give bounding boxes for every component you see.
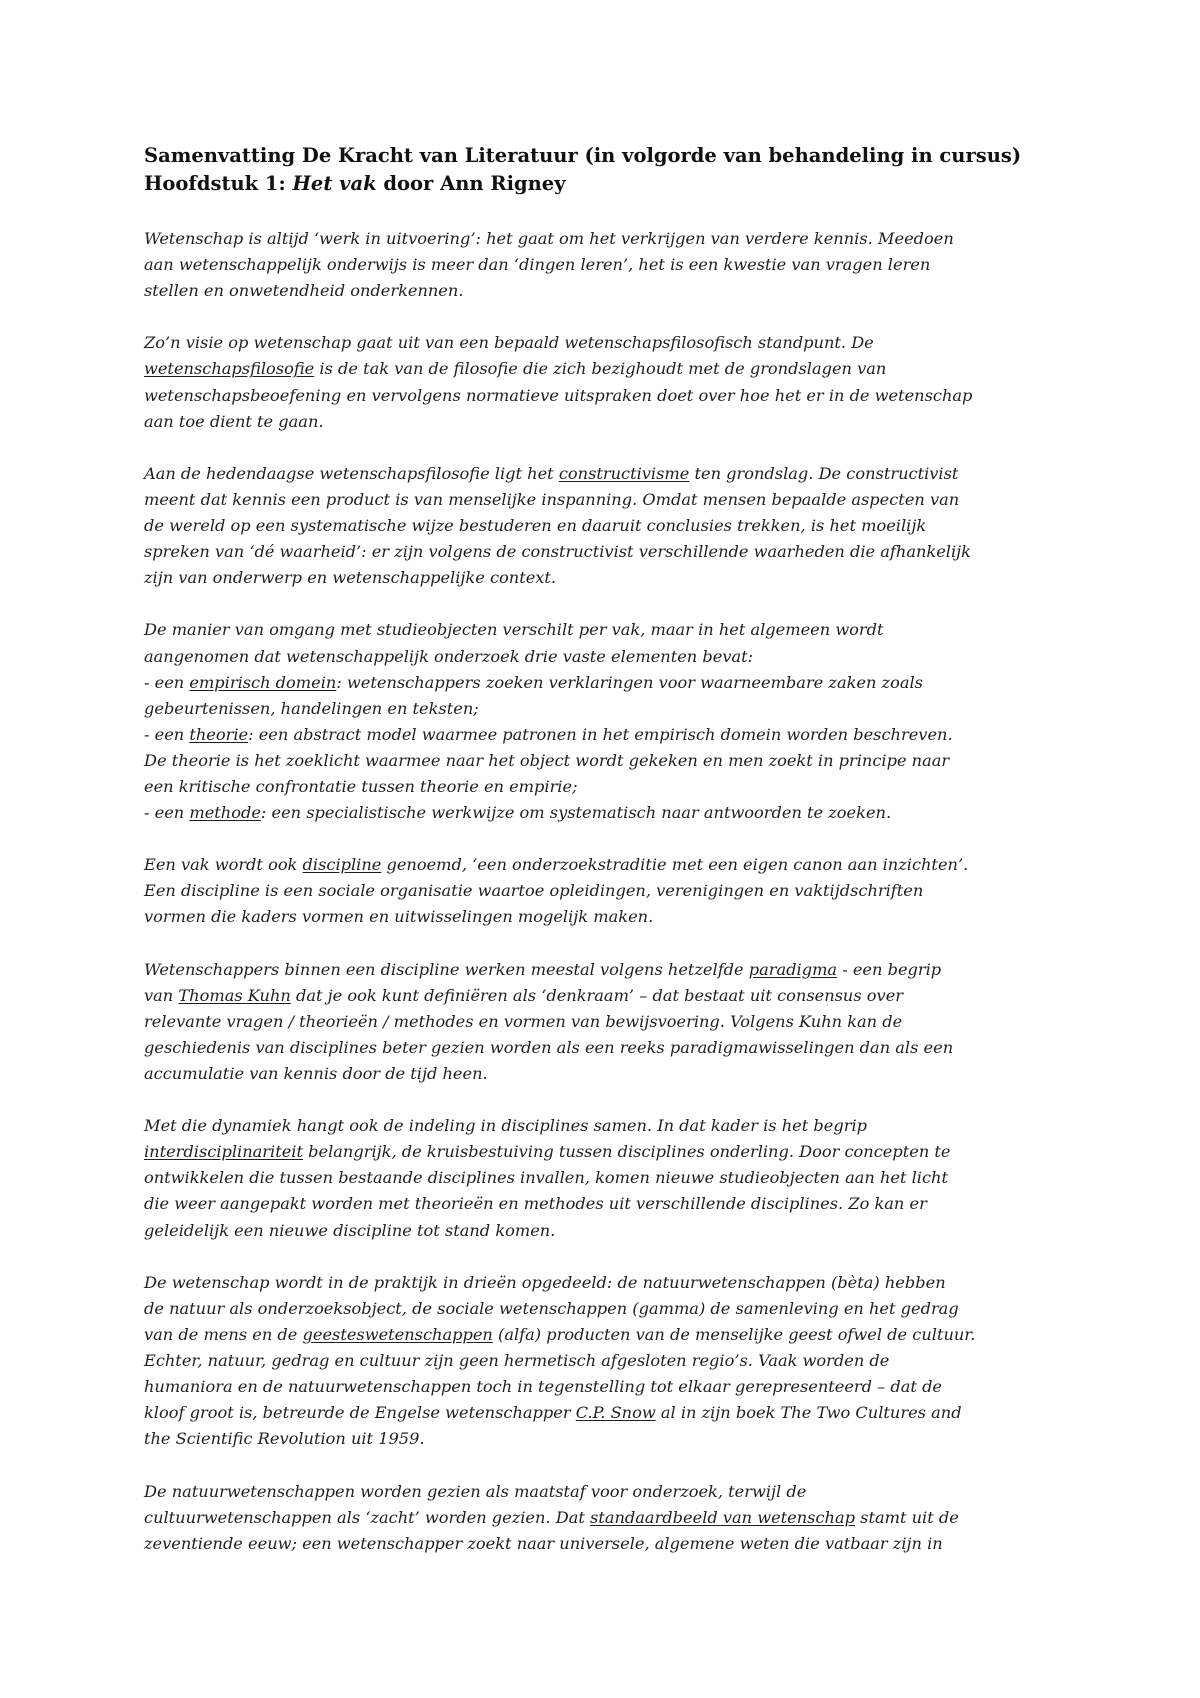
text-run: - een bbox=[144, 724, 190, 744]
text-run: dat je ook kunt definiëren als ‘denkraam’ – dat bestaat uit consensus over bbox=[290, 985, 904, 1005]
text-run: - een bbox=[144, 803, 190, 823]
document-title bbox=[144, 142, 1079, 198]
text-run: (alfa) producten van de menselijke geest ofwel de cultuur. bbox=[492, 1324, 976, 1344]
text-run: genoemd, ‘een onderzoekstraditie met een eigen canon aan inzichten’. bbox=[381, 855, 969, 875]
text-line bbox=[144, 539, 1079, 565]
text-run: een kritische confrontatie tussen theorie en empirie; bbox=[144, 776, 578, 796]
text-run: relevante vragen / theorieën / methodes en vormen van bewijsvoering. Volgens Kuhn kan de bbox=[144, 1011, 903, 1031]
text-line bbox=[144, 670, 1079, 696]
text-run: wetenschapsbeoefening en vervolgens normatieve uitspraken doet over hoe het er in de wetenschap bbox=[144, 385, 973, 405]
text-line bbox=[144, 1270, 1079, 1296]
text-run: geleidelijk een nieuwe discipline tot stand komen. bbox=[144, 1220, 556, 1240]
text-run: al in zijn boek The Two Cultures and bbox=[655, 1403, 962, 1423]
text-run: van de mens en de bbox=[144, 1324, 303, 1344]
text-line bbox=[144, 1374, 1079, 1400]
text-line bbox=[144, 1218, 1079, 1244]
chapter-title: Het vak bbox=[292, 172, 377, 195]
text-run: : een specialistische werkwijze om systematisch naar antwoorden te zoeken. bbox=[260, 803, 892, 823]
text-run: cultuurwetenschappen als ‘zacht’ worden gezien. Dat bbox=[144, 1507, 591, 1527]
text-run: Echter, natuur, gedrag en cultuur zijn geen hermetisch afgesloten regio’s. Vaak worden de bbox=[144, 1351, 890, 1371]
text-line bbox=[144, 1531, 1079, 1557]
text-run: is de tak van de filosofie die zich bezighoudt met de grondslagen van bbox=[314, 359, 887, 379]
text-line bbox=[144, 409, 1079, 435]
text-line bbox=[144, 644, 1079, 670]
paragraph bbox=[144, 1113, 1079, 1243]
text-run: van bbox=[144, 985, 179, 1005]
text-line bbox=[144, 1505, 1079, 1531]
underlined-term: interdisciplinariteit bbox=[144, 1142, 303, 1162]
text-line bbox=[144, 226, 1079, 252]
text-line bbox=[144, 1191, 1079, 1217]
text-line bbox=[144, 774, 1079, 800]
text-run: Met die dynamiek hangt ook de indeling in disciplines samen. In dat kader is het begrip bbox=[144, 1116, 867, 1136]
text-run: aan toe dient te gaan. bbox=[144, 411, 324, 431]
text-line bbox=[144, 513, 1079, 539]
text-line bbox=[144, 1113, 1079, 1139]
text-run: ontwikkelen die tussen bestaande disciplines invallen, komen nieuwe studieobjecten aan het licht bbox=[144, 1168, 948, 1188]
chapter-label: Hoofdstuk 1: bbox=[144, 172, 293, 195]
text-line bbox=[144, 748, 1079, 774]
text-run: zeventiende eeuw; een wetenschapper zoekt naar universele, algemene weten die vatbaar zijn in bbox=[144, 1533, 943, 1553]
text-run: Aan de hedendaagse wetenschapsfilosofie ligt het bbox=[144, 463, 559, 483]
text-run: zijn van onderwerp en wetenschappelijke context. bbox=[144, 568, 557, 588]
text-run: De wetenschap wordt in de praktijk in drieën opgedeeld: de natuurwetenschappen (bèta) hebben bbox=[144, 1272, 946, 1292]
underlined-term: empirisch domein bbox=[189, 672, 337, 692]
text-run: de wereld op een systematische wijze bestuderen en daaruit conclusies trekken, is het moeilijk bbox=[144, 516, 927, 536]
text-line bbox=[144, 1035, 1079, 1061]
text-line bbox=[144, 252, 1079, 278]
text-run: die weer aangepakt worden met theorieën en methodes uit verschillende disciplines. Zo kan er bbox=[144, 1194, 927, 1214]
text-run: Wetenschap is altijd ‘werk in uitvoering’: het gaat om het verkrijgen van verdere kennis. Meedoen bbox=[144, 229, 954, 248]
text-run: : een abstract model waarmee patronen in het empirisch domein worden beschreven. bbox=[248, 724, 953, 744]
text-line bbox=[144, 1348, 1079, 1374]
text-line bbox=[144, 1426, 1079, 1452]
text-run: meent dat kennis een product is van menselijke inspanning. Omdat mensen bepaalde aspecten van bbox=[144, 489, 960, 509]
text-run: kloof groot is, betreurde de Engelse wetenschapper bbox=[144, 1403, 576, 1423]
text-run: gebeurtenissen, handelingen en teksten; bbox=[144, 698, 479, 718]
paragraph bbox=[144, 1270, 1079, 1453]
text-line bbox=[144, 461, 1079, 487]
text-run: : wetenschappers zoeken verklaringen voor waarneembare zaken zoals bbox=[336, 672, 923, 692]
text-line bbox=[144, 957, 1079, 983]
text-run: Zo’n visie op wetenschap gaat uit van een bepaald wetenschapsfilosofisch standpunt. De bbox=[144, 333, 874, 353]
text-line bbox=[144, 800, 1079, 826]
text-run: stamt uit de bbox=[855, 1507, 959, 1527]
text-run: vormen die kaders vormen en uitwisselingen mogelijk maken. bbox=[144, 907, 654, 927]
paragraph bbox=[144, 1479, 1079, 1557]
title-line-1: Samenvatting De Kracht van Literatuur (in volgorde van behandeling in cursus) bbox=[144, 144, 1022, 167]
underlined-term: constructivisme bbox=[558, 463, 690, 483]
paragraph bbox=[144, 461, 1079, 591]
text-line bbox=[144, 722, 1079, 748]
underlined-term: wetenschapsfilosofie bbox=[144, 359, 315, 379]
text-run: De natuurwetenschappen worden gezien als maatstaf voor onderzoek, terwijl de bbox=[144, 1481, 807, 1501]
text-line bbox=[144, 1009, 1079, 1035]
underlined-term: paradigma bbox=[748, 959, 838, 979]
text-line bbox=[144, 878, 1079, 904]
text-run: geschiedenis van disciplines beter gezien worden als een reeks paradigmawisselingen dan als een bbox=[144, 1037, 954, 1057]
text-line bbox=[144, 1322, 1079, 1348]
underlined-term: methode bbox=[189, 803, 261, 823]
text-run: ten grondslag. De constructivist bbox=[689, 463, 959, 483]
text-run: stellen en onwetendheid onderkennen. bbox=[144, 281, 464, 301]
text-line bbox=[144, 487, 1079, 513]
text-line bbox=[144, 983, 1079, 1009]
underlined-term: discipline bbox=[302, 855, 382, 875]
underlined-term: theorie bbox=[189, 724, 249, 744]
text-run: Een vak wordt ook bbox=[144, 855, 303, 875]
text-run: humaniora en de natuurwetenschappen toch in tegenstelling tot elkaar gerepresenteerd – dat de bbox=[144, 1377, 943, 1397]
text-line bbox=[144, 1061, 1079, 1087]
chapter-author: door Ann Rigney bbox=[376, 172, 566, 195]
underlined-term: standaardbeeld van wetenschap bbox=[590, 1507, 855, 1527]
text-line bbox=[144, 1296, 1079, 1322]
text-line bbox=[144, 383, 1079, 409]
paragraph bbox=[144, 330, 1079, 434]
text-run: spreken van ‘dé waarheid’: er zijn volgens de constructivist verschillende waarheden die afhankelijk bbox=[144, 542, 971, 562]
document-body bbox=[144, 226, 1079, 1557]
paragraph bbox=[144, 226, 1079, 304]
text-line bbox=[144, 1165, 1079, 1191]
text-run: Wetenschappers binnen een discipline werken meestal volgens hetzelfde bbox=[144, 959, 749, 979]
underlined-term: Thomas Kuhn bbox=[178, 985, 291, 1005]
text-line bbox=[144, 852, 1079, 878]
text-run: belangrijk, de kruisbestuiving tussen disciplines onderling. Door concepten te bbox=[303, 1142, 951, 1162]
text-line bbox=[144, 565, 1079, 591]
text-run: Een discipline is een sociale organisatie waartoe opleidingen, verenigingen en vaktijdschriften bbox=[144, 881, 924, 901]
paragraph bbox=[144, 617, 1079, 826]
text-line bbox=[144, 1479, 1079, 1505]
text-run: De theorie is het zoeklicht waarmee naar het object wordt gekeken en men zoekt in principe naar bbox=[144, 750, 950, 770]
text-run: De manier van omgang met studieobjecten verschilt per vak, maar in het algemeen wordt bbox=[144, 620, 884, 640]
text-run: accumulatie van kennis door de tijd heen. bbox=[144, 1064, 488, 1083]
text-line bbox=[144, 330, 1079, 356]
text-line bbox=[144, 278, 1079, 304]
underlined-term: geesteswetenschappen bbox=[302, 1324, 493, 1344]
document-content bbox=[144, 142, 1079, 1583]
text-line bbox=[144, 696, 1079, 722]
paragraph bbox=[144, 957, 1079, 1087]
title-line-2 bbox=[144, 170, 1079, 198]
text-run: the Scientific Revolution uit 1959. bbox=[144, 1429, 425, 1449]
text-line bbox=[144, 1139, 1079, 1165]
text-line bbox=[144, 1400, 1079, 1426]
text-line bbox=[144, 617, 1079, 643]
text-run: aangenomen dat wetenschappelijk onderzoek drie vaste elementen bevat: bbox=[144, 646, 754, 666]
paragraph bbox=[144, 852, 1079, 930]
text-run: - een bbox=[144, 672, 190, 692]
text-run: aan wetenschappelijk onderwijs is meer dan ‘dingen leren’, het is een kwestie van vragen leren bbox=[144, 255, 931, 275]
text-run: - een begrip bbox=[837, 959, 942, 979]
underlined-term: C.P. Snow bbox=[575, 1403, 656, 1423]
text-run: de natuur als onderzoeksobject, de sociale wetenschappen (gamma) de samenleving en het gedrag bbox=[144, 1298, 959, 1318]
text-line bbox=[144, 356, 1079, 382]
text-line bbox=[144, 904, 1079, 930]
